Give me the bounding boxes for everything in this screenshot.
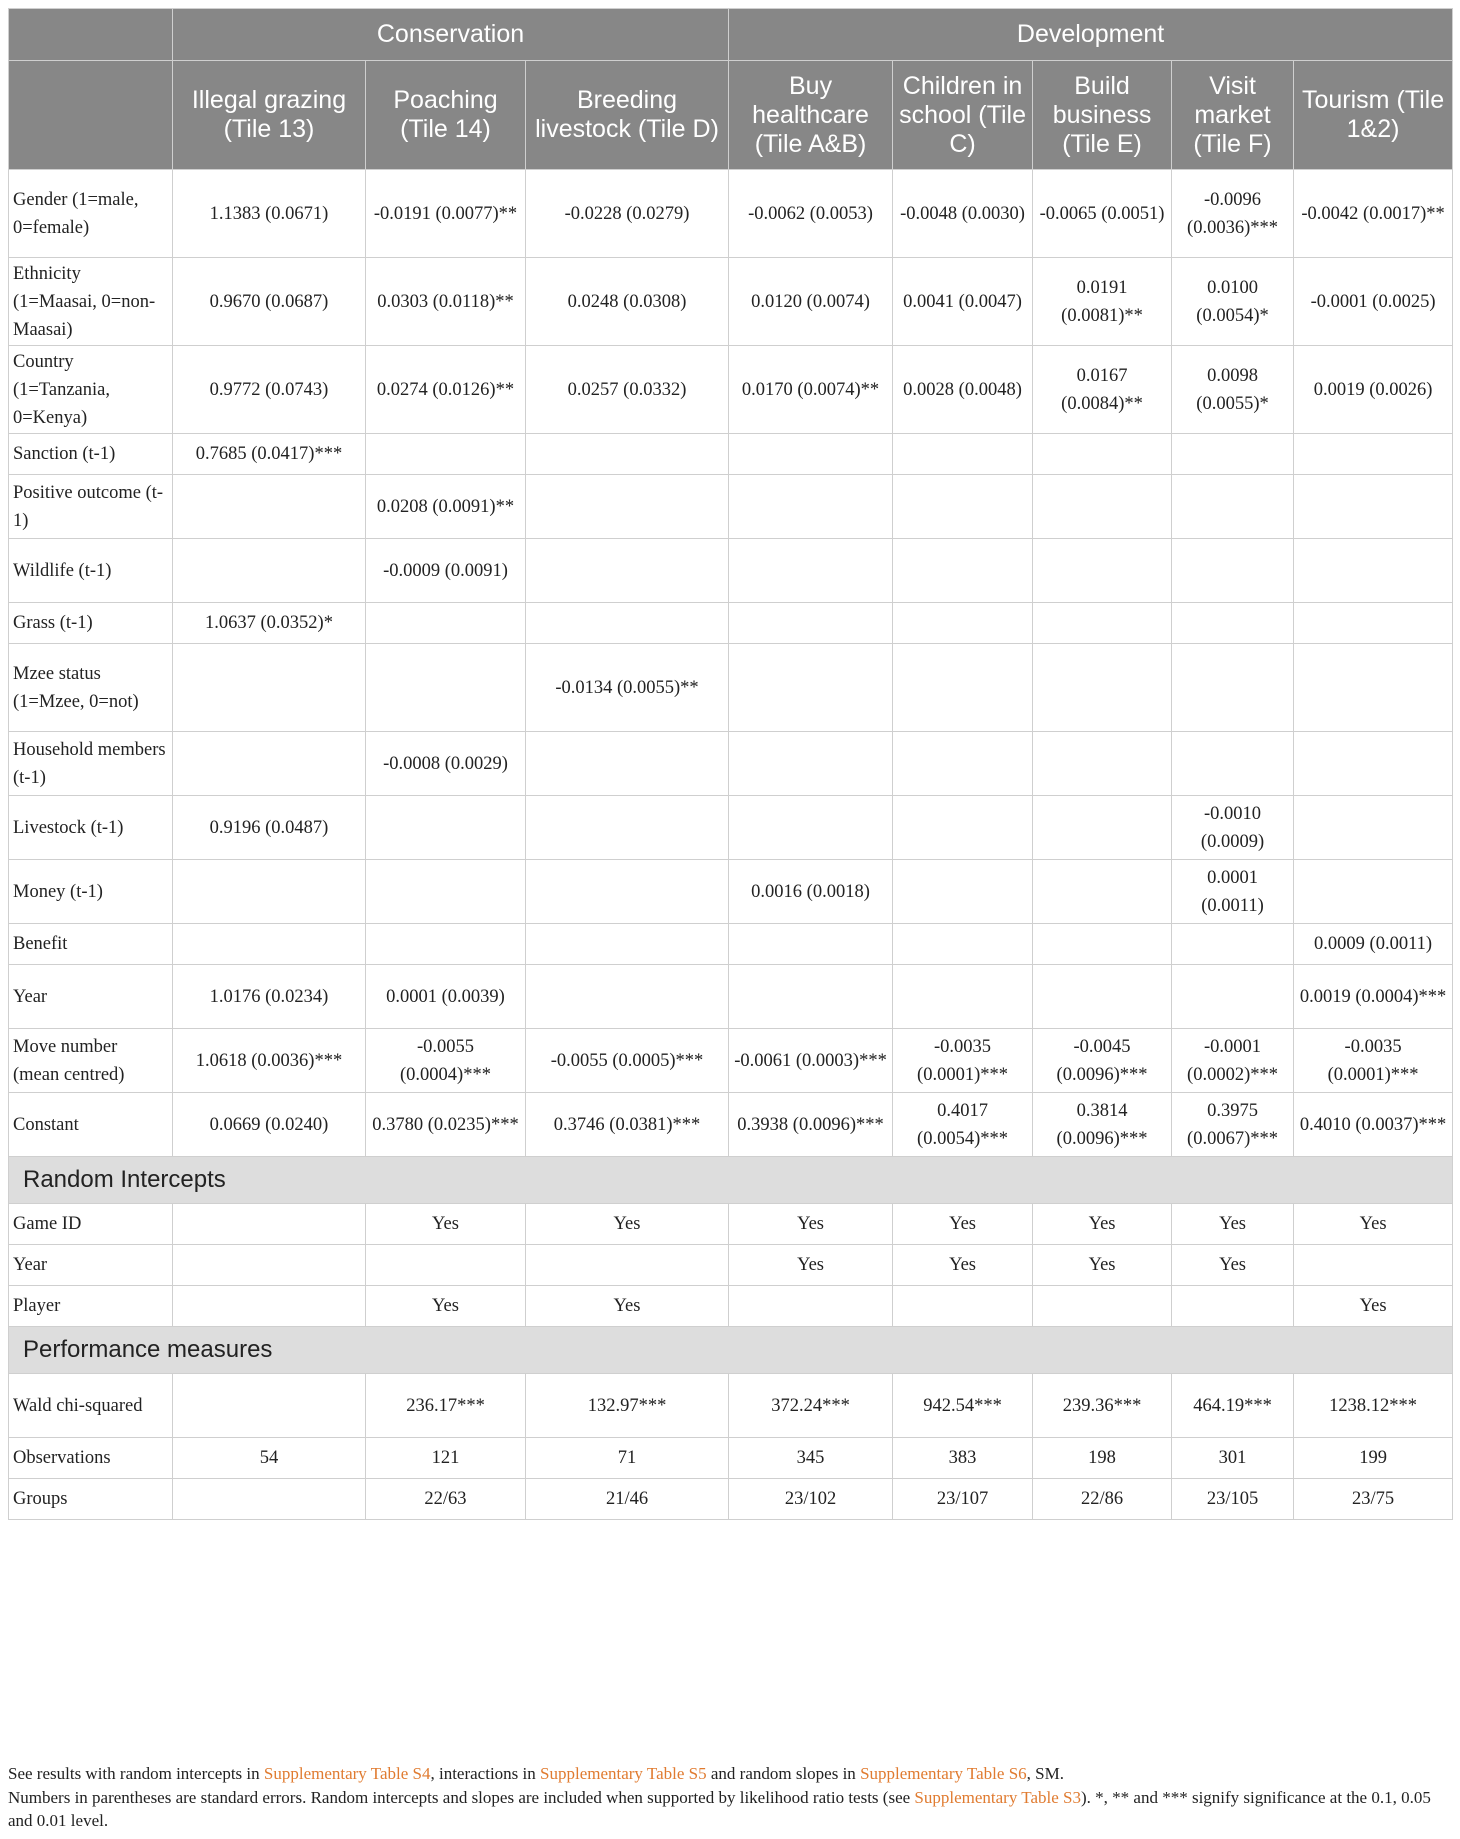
table-cell: Yes bbox=[366, 1286, 526, 1327]
table-cell bbox=[1294, 860, 1453, 924]
table-cell bbox=[1294, 1245, 1453, 1286]
table-cell: 345 bbox=[729, 1438, 893, 1479]
row-label: Money (t-1) bbox=[9, 860, 173, 924]
table-cell bbox=[1294, 732, 1453, 796]
section-title: Performance measures bbox=[9, 1327, 1453, 1374]
column-header-row bbox=[9, 61, 1453, 170]
table-cell: -0.0042 (0.0017)** bbox=[1294, 170, 1453, 258]
table-cell: Yes bbox=[1172, 1245, 1294, 1286]
table-cell: 1.1383 (0.0671) bbox=[173, 170, 366, 258]
footnote-text: and random slopes in bbox=[706, 1764, 861, 1783]
table-cell bbox=[1172, 539, 1294, 603]
table-cell: Yes bbox=[1294, 1204, 1453, 1245]
table-cell: 0.0303 (0.0118)** bbox=[366, 258, 526, 346]
table-row bbox=[9, 1093, 1453, 1157]
row-label: Sanction (t-1) bbox=[9, 434, 173, 475]
table-cell: 0.0257 (0.0332) bbox=[526, 346, 729, 434]
table-cell: 0.0274 (0.0126)** bbox=[366, 346, 526, 434]
table-cell bbox=[1294, 475, 1453, 539]
table-cell: Yes bbox=[729, 1245, 893, 1286]
table-cell bbox=[729, 965, 893, 1029]
table-cell bbox=[893, 434, 1033, 475]
row-label: Livestock (t-1) bbox=[9, 796, 173, 860]
table-cell bbox=[173, 924, 366, 965]
table-cell: -0.0048 (0.0030) bbox=[893, 170, 1033, 258]
table-cell bbox=[526, 860, 729, 924]
table-cell: 236.17*** bbox=[366, 1374, 526, 1438]
section-title: Random Intercepts bbox=[9, 1157, 1453, 1204]
row-label: Wildlife (t-1) bbox=[9, 539, 173, 603]
table-cell: 0.4017 (0.0054)*** bbox=[893, 1093, 1033, 1157]
table-cell: 1238.12*** bbox=[1294, 1374, 1453, 1438]
table-cell bbox=[893, 644, 1033, 732]
table-cell: 0.0098 (0.0055)* bbox=[1172, 346, 1294, 434]
table-cell: 23/102 bbox=[729, 1479, 893, 1520]
row-label: Grass (t-1) bbox=[9, 603, 173, 644]
table-cell: 0.3938 (0.0096)*** bbox=[729, 1093, 893, 1157]
table-cell: 71 bbox=[526, 1438, 729, 1479]
table-row bbox=[9, 346, 1453, 434]
table-cell bbox=[729, 924, 893, 965]
table-row bbox=[9, 1479, 1453, 1520]
table-cell bbox=[893, 475, 1033, 539]
table-cell: 239.36*** bbox=[1033, 1374, 1172, 1438]
table-row bbox=[9, 170, 1453, 258]
table-cell bbox=[1294, 644, 1453, 732]
table-row bbox=[9, 965, 1453, 1029]
header-corner-lower bbox=[9, 61, 173, 170]
table-cell: Yes bbox=[526, 1286, 729, 1327]
table-cell bbox=[173, 860, 366, 924]
table-cell: 0.0167 (0.0084)** bbox=[1033, 346, 1172, 434]
table-cell: 0.3975 (0.0067)*** bbox=[1172, 1093, 1294, 1157]
table-cell: 0.7685 (0.0417)*** bbox=[173, 434, 366, 475]
regression-table-container bbox=[8, 8, 1452, 1520]
table-cell: 464.19*** bbox=[1172, 1374, 1294, 1438]
footnote-text: , interactions in bbox=[430, 1764, 541, 1783]
footnote-line-1 bbox=[8, 1762, 1452, 1786]
regression-table bbox=[8, 8, 1453, 1520]
row-label: Country (1=Tanzania, 0=Kenya) bbox=[9, 346, 173, 434]
table-cell bbox=[1172, 475, 1294, 539]
row-label: Gender (1=male, 0=female) bbox=[9, 170, 173, 258]
row-label: Observations bbox=[9, 1438, 173, 1479]
table-cell bbox=[1033, 644, 1172, 732]
table-cell bbox=[366, 1245, 526, 1286]
table-cell bbox=[729, 732, 893, 796]
table-cell: 23/75 bbox=[1294, 1479, 1453, 1520]
column-header: Children in school (Tile C) bbox=[893, 61, 1033, 170]
table-cell bbox=[1294, 539, 1453, 603]
table-cell: 0.0100 (0.0054)* bbox=[1172, 258, 1294, 346]
table-cell bbox=[893, 965, 1033, 1029]
table-cell: -0.0062 (0.0053) bbox=[729, 170, 893, 258]
table-cell: 0.0669 (0.0240) bbox=[173, 1093, 366, 1157]
table-cell bbox=[1033, 603, 1172, 644]
row-label: Game ID bbox=[9, 1204, 173, 1245]
table-cell bbox=[729, 1286, 893, 1327]
column-header: Poaching (Tile 14) bbox=[366, 61, 526, 170]
table-cell: 121 bbox=[366, 1438, 526, 1479]
table-row bbox=[9, 860, 1453, 924]
link-supplementary-table-s3[interactable]: Supplementary Table S3 bbox=[914, 1787, 1081, 1807]
table-cell: Yes bbox=[526, 1204, 729, 1245]
table-cell: 0.0041 (0.0047) bbox=[893, 258, 1033, 346]
table-cell: 198 bbox=[1033, 1438, 1172, 1479]
row-label: Household members (t-1) bbox=[9, 732, 173, 796]
table-cell: 22/86 bbox=[1033, 1479, 1172, 1520]
table-body bbox=[9, 170, 1453, 1520]
table-cell bbox=[1294, 434, 1453, 475]
table-cell bbox=[526, 539, 729, 603]
table-cell bbox=[173, 732, 366, 796]
table-cell: 0.9772 (0.0743) bbox=[173, 346, 366, 434]
table-cell: 54 bbox=[173, 1438, 366, 1479]
table-row bbox=[9, 1245, 1453, 1286]
table-cell bbox=[1033, 539, 1172, 603]
table-row bbox=[9, 1029, 1453, 1093]
table-cell: Yes bbox=[1294, 1286, 1453, 1327]
column-header: Tourism (Tile 1&2) bbox=[1294, 61, 1453, 170]
table-cell: 372.24*** bbox=[729, 1374, 893, 1438]
table-row bbox=[9, 475, 1453, 539]
table-cell bbox=[1033, 434, 1172, 475]
table-cell: 0.0019 (0.0026) bbox=[1294, 346, 1453, 434]
row-label: Mzee status (1=Mzee, 0=not) bbox=[9, 644, 173, 732]
row-label: Ethnicity (1=Maasai, 0=non-Maasai) bbox=[9, 258, 173, 346]
table-cell bbox=[173, 1479, 366, 1520]
table-cell: 0.9670 (0.0687) bbox=[173, 258, 366, 346]
table-cell bbox=[893, 732, 1033, 796]
table-cell: 0.0208 (0.0091)** bbox=[366, 475, 526, 539]
row-label: Move number (mean centred) bbox=[9, 1029, 173, 1093]
table-cell bbox=[526, 965, 729, 1029]
table-cell bbox=[1033, 924, 1172, 965]
link-supplementary-table-s4[interactable]: Supplementary Table S4 bbox=[263, 1764, 431, 1783]
footnote-text: , SM. bbox=[1026, 1764, 1064, 1783]
table-cell: 1.0176 (0.0234) bbox=[173, 965, 366, 1029]
table-cell: -0.0065 (0.0051) bbox=[1033, 170, 1172, 258]
table-cell: -0.0045 (0.0096)*** bbox=[1033, 1029, 1172, 1093]
table-cell: 132.97*** bbox=[526, 1374, 729, 1438]
table-cell: -0.0055 (0.0005)*** bbox=[526, 1029, 729, 1093]
table-cell bbox=[729, 603, 893, 644]
table-row bbox=[9, 258, 1453, 346]
table-cell: 383 bbox=[893, 1438, 1033, 1479]
table-cell: -0.0035 (0.0001)*** bbox=[893, 1029, 1033, 1093]
table-cell bbox=[1033, 1286, 1172, 1327]
table-cell bbox=[526, 434, 729, 475]
column-header: Breeding livestock (Tile D) bbox=[526, 61, 729, 170]
table-cell: 23/105 bbox=[1172, 1479, 1294, 1520]
table-cell: 0.0001 (0.0039) bbox=[366, 965, 526, 1029]
link-supplementary-table-s6[interactable]: Supplementary Table S6 bbox=[860, 1764, 1027, 1783]
table-cell bbox=[1172, 603, 1294, 644]
table-cell bbox=[1172, 732, 1294, 796]
table-cell: Yes bbox=[893, 1204, 1033, 1245]
table-cell: 0.4010 (0.0037)*** bbox=[1294, 1093, 1453, 1157]
table-cell bbox=[893, 796, 1033, 860]
table-row bbox=[9, 924, 1453, 965]
table-cell: -0.0055 (0.0004)*** bbox=[366, 1029, 526, 1093]
table-cell: 0.0028 (0.0048) bbox=[893, 346, 1033, 434]
table-cell: 0.0009 (0.0011) bbox=[1294, 924, 1453, 965]
table-cell: 23/107 bbox=[893, 1479, 1033, 1520]
table-cell: -0.0134 (0.0055)** bbox=[526, 644, 729, 732]
table-cell: -0.0010 (0.0009) bbox=[1172, 796, 1294, 860]
row-label: Positive outcome (t-1) bbox=[9, 475, 173, 539]
table-cell bbox=[893, 860, 1033, 924]
table-cell: -0.0061 (0.0003)*** bbox=[729, 1029, 893, 1093]
table-cell bbox=[1033, 860, 1172, 924]
table-cell bbox=[893, 924, 1033, 965]
table-cell bbox=[1172, 434, 1294, 475]
table-cell bbox=[366, 644, 526, 732]
table-row bbox=[9, 539, 1453, 603]
table-cell bbox=[526, 603, 729, 644]
table-cell: Yes bbox=[1033, 1204, 1172, 1245]
table-cell: 0.0120 (0.0074) bbox=[729, 258, 893, 346]
table-cell bbox=[1033, 475, 1172, 539]
group-header-conservation: Conservation bbox=[173, 9, 729, 61]
footnote-line-2 bbox=[8, 1786, 1452, 1833]
table-row bbox=[9, 732, 1453, 796]
table-cell: 0.0019 (0.0004)*** bbox=[1294, 965, 1453, 1029]
table-cell bbox=[526, 924, 729, 965]
row-label: Groups bbox=[9, 1479, 173, 1520]
table-cell bbox=[366, 924, 526, 965]
table-cell bbox=[173, 1245, 366, 1286]
table-row bbox=[9, 1438, 1453, 1479]
column-header: Buy healthcare (Tile A&B) bbox=[729, 61, 893, 170]
table-cell bbox=[1294, 796, 1453, 860]
table-cell bbox=[1172, 924, 1294, 965]
table-cell: 0.0016 (0.0018) bbox=[729, 860, 893, 924]
table-cell bbox=[173, 1374, 366, 1438]
table-row bbox=[9, 603, 1453, 644]
footnote-text: Numbers in parentheses are standard errors. Random intercepts and slopes are included when supported by likelihood ratio tests (see bbox=[8, 1787, 915, 1807]
table-cell: -0.0035 (0.0001)*** bbox=[1294, 1029, 1453, 1093]
section-header-random-intercepts bbox=[9, 1157, 1453, 1204]
column-header: Build business (Tile E) bbox=[1033, 61, 1172, 170]
table-cell: -0.0228 (0.0279) bbox=[526, 170, 729, 258]
table-row bbox=[9, 1374, 1453, 1438]
table-cell: -0.0191 (0.0077)** bbox=[366, 170, 526, 258]
table-cell: 199 bbox=[1294, 1438, 1453, 1479]
row-label: Year bbox=[9, 1245, 173, 1286]
table-cell bbox=[729, 644, 893, 732]
column-header: Illegal grazing (Tile 13) bbox=[173, 61, 366, 170]
table-cell bbox=[366, 860, 526, 924]
table-cell bbox=[893, 539, 1033, 603]
table-cell: 0.3746 (0.0381)*** bbox=[526, 1093, 729, 1157]
section-header-performance-measures bbox=[9, 1327, 1453, 1374]
table-cell bbox=[173, 539, 366, 603]
table-row bbox=[9, 1204, 1453, 1245]
table-cell bbox=[1294, 603, 1453, 644]
table-cell bbox=[173, 1204, 366, 1245]
table-cell: -0.0008 (0.0029) bbox=[366, 732, 526, 796]
table-cell: 0.0001 (0.0011) bbox=[1172, 860, 1294, 924]
row-label: Constant bbox=[9, 1093, 173, 1157]
table-cell: Yes bbox=[366, 1204, 526, 1245]
table-cell: Yes bbox=[1033, 1245, 1172, 1286]
table-cell: Yes bbox=[893, 1245, 1033, 1286]
table-cell bbox=[1172, 1286, 1294, 1327]
table-cell bbox=[729, 434, 893, 475]
table-cell: 0.9196 (0.0487) bbox=[173, 796, 366, 860]
header-corner bbox=[9, 9, 173, 61]
table-row bbox=[9, 644, 1453, 732]
table-cell: 1.0618 (0.0036)*** bbox=[173, 1029, 366, 1093]
table-cell bbox=[526, 796, 729, 860]
table-cell bbox=[729, 539, 893, 603]
table-cell bbox=[893, 603, 1033, 644]
table-cell bbox=[729, 796, 893, 860]
table-row bbox=[9, 796, 1453, 860]
table-cell: 0.0170 (0.0074)** bbox=[729, 346, 893, 434]
table-cell bbox=[173, 1286, 366, 1327]
row-label: Player bbox=[9, 1286, 173, 1327]
table-cell bbox=[526, 1245, 729, 1286]
table-cell bbox=[526, 732, 729, 796]
table-cell: 0.0191 (0.0081)** bbox=[1033, 258, 1172, 346]
table-cell: 0.3814 (0.0096)*** bbox=[1033, 1093, 1172, 1157]
table-cell: -0.0009 (0.0091) bbox=[366, 539, 526, 603]
table-cell bbox=[1172, 965, 1294, 1029]
table-cell: 301 bbox=[1172, 1438, 1294, 1479]
table-cell bbox=[173, 475, 366, 539]
table-cell: -0.0096 (0.0036)*** bbox=[1172, 170, 1294, 258]
table-footnotes bbox=[8, 1762, 1452, 1833]
table-row bbox=[9, 434, 1453, 475]
link-supplementary-table-s5[interactable]: Supplementary Table S5 bbox=[540, 1764, 707, 1783]
column-header: Visit market (Tile F) bbox=[1172, 61, 1294, 170]
table-cell: Yes bbox=[1172, 1204, 1294, 1245]
table-cell: -0.0001 (0.0002)*** bbox=[1172, 1029, 1294, 1093]
table-cell: 21/46 bbox=[526, 1479, 729, 1520]
table-cell bbox=[729, 475, 893, 539]
row-label: Benefit bbox=[9, 924, 173, 965]
table-cell bbox=[1033, 965, 1172, 1029]
row-label: Year bbox=[9, 965, 173, 1029]
table-cell bbox=[1172, 644, 1294, 732]
table-cell: 0.0248 (0.0308) bbox=[526, 258, 729, 346]
table-row bbox=[9, 1286, 1453, 1327]
table-cell: Yes bbox=[729, 1204, 893, 1245]
table-cell bbox=[1033, 732, 1172, 796]
table-cell: 22/63 bbox=[366, 1479, 526, 1520]
table-cell bbox=[366, 434, 526, 475]
table-cell: 0.3780 (0.0235)*** bbox=[366, 1093, 526, 1157]
table-cell bbox=[1033, 796, 1172, 860]
table-cell bbox=[893, 1286, 1033, 1327]
table-cell: 942.54*** bbox=[893, 1374, 1033, 1438]
table-cell: -0.0001 (0.0025) bbox=[1294, 258, 1453, 346]
table-cell bbox=[366, 603, 526, 644]
row-label: Wald chi-squared bbox=[9, 1374, 173, 1438]
group-header-row bbox=[9, 9, 1453, 61]
footnote-text: See results with random intercepts in bbox=[8, 1764, 264, 1783]
footnote-text: ). *, ** and *** signify significance at the 0.1, 0.05 and 0.01 level. bbox=[8, 1787, 1431, 1830]
table-cell bbox=[173, 644, 366, 732]
table-cell: 1.0637 (0.0352)* bbox=[173, 603, 366, 644]
table-cell bbox=[526, 475, 729, 539]
table-cell bbox=[366, 796, 526, 860]
group-header-development: Development bbox=[729, 9, 1453, 61]
